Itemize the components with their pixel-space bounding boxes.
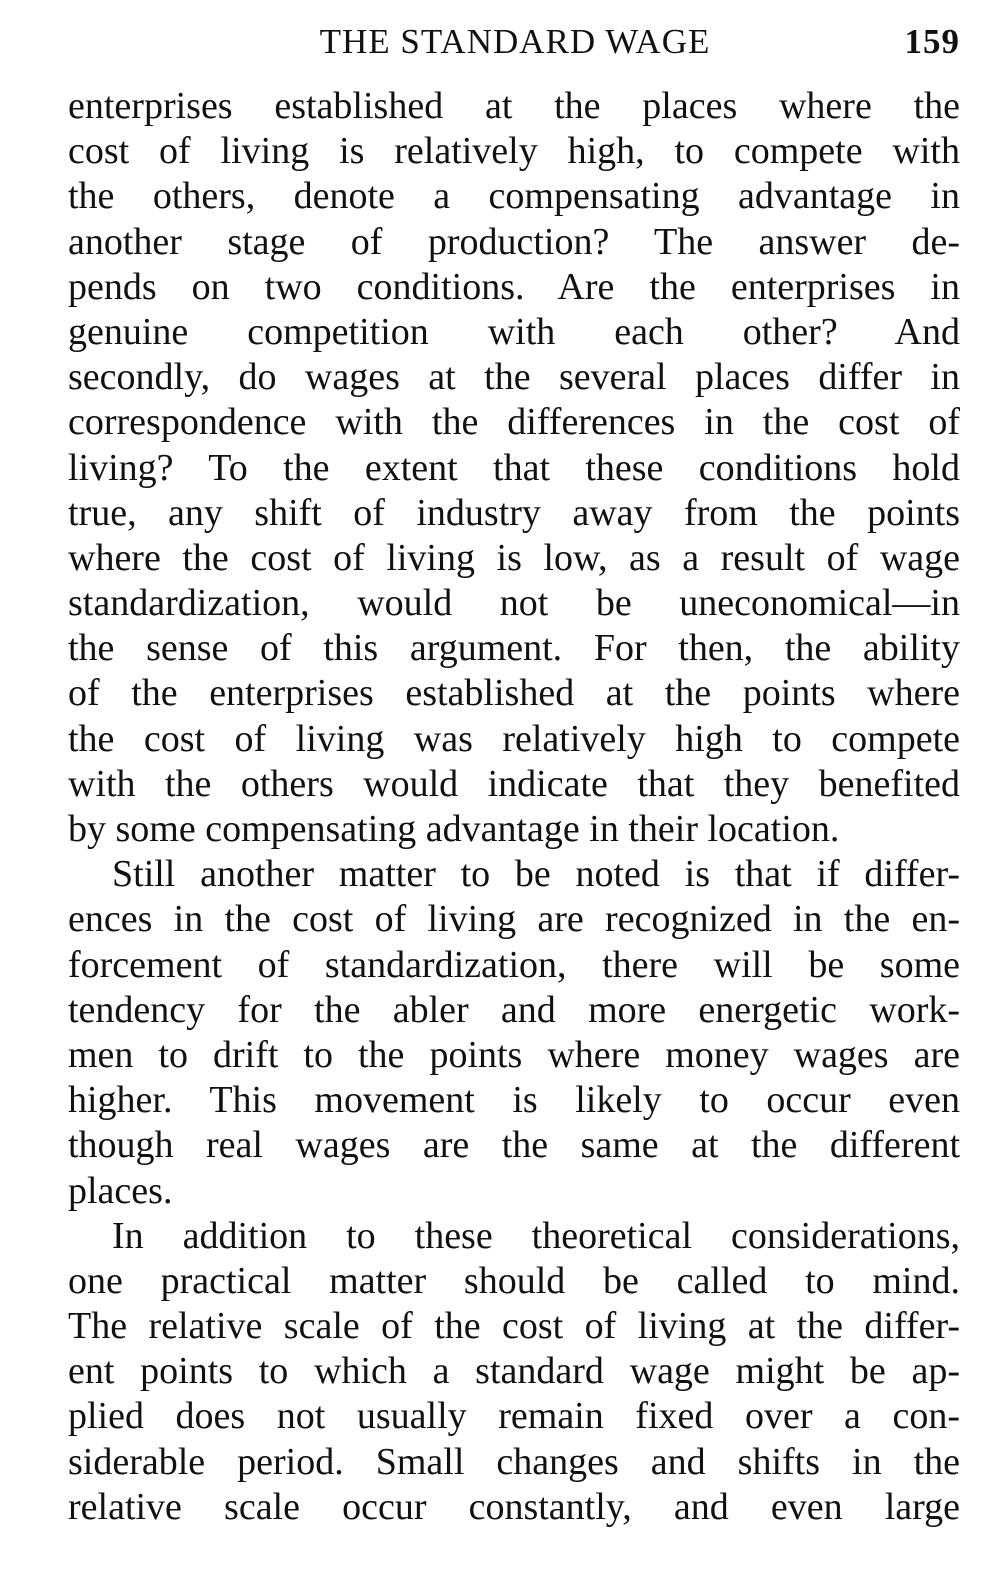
running-title: THE STANDARD WAGE — [319, 22, 711, 61]
running-head — [70, 22, 960, 72]
text-line: correspondence with the differences in the cost of — [68, 401, 960, 444]
text-line: where the cost of living is low, as a result of wage — [68, 536, 960, 579]
text-line: higher. This movement is likely to occur even — [68, 1079, 960, 1122]
text-line: cost of living is relatively high, to compete with — [68, 130, 960, 173]
text-line: with the others would indicate that they benefited — [68, 762, 960, 805]
text-line: true, any shift of industry away from the points — [68, 491, 960, 534]
text-line: enterprises established at the places where the — [68, 85, 960, 127]
text-line: relative scale occur constantly, and even large — [68, 1485, 960, 1528]
text-line: pends on two conditions. Are the enterprises in — [68, 265, 960, 308]
text-line: secondly, do wages at the several places differ in — [68, 356, 960, 399]
text-line: In addition to these theoretical considerations, — [112, 1214, 960, 1257]
text-line: plied does not usually remain fixed over a con- — [68, 1395, 960, 1438]
text-line: one practical matter should be called to mind. — [68, 1259, 960, 1302]
text-line: siderable period. Small changes and shifts in the — [68, 1440, 960, 1483]
text-line: men to drift to the points where money wages are — [68, 1033, 960, 1076]
text-line: another stage of production? The answer de- — [68, 220, 960, 263]
text-line: Still another matter to be noted is that if differ- — [112, 853, 960, 896]
text-line: The relative scale of the cost of living at the differ- — [68, 1305, 960, 1348]
text-line: by some compensating advantage in their location. — [68, 808, 840, 850]
page-number: 159 — [904, 22, 960, 61]
text-line: the cost of living was relatively high to compete — [68, 717, 960, 760]
text-line: the others, denote a compensating advantage in — [68, 175, 960, 218]
text-line: the sense of this argument. For then, the ability — [68, 627, 960, 670]
text-line: forcement of standardization, there will be some — [68, 943, 960, 986]
text-line: places. — [68, 1169, 173, 1212]
body-text — [68, 84, 960, 1530]
text-line: of the enterprises established at the points where — [68, 672, 960, 715]
text-line: ences in the cost of living are recognized in the en- — [68, 898, 960, 941]
text-line: tendency for the abler and more energetic work- — [68, 988, 960, 1031]
text-line: living? To the extent that these conditions hold — [68, 446, 960, 489]
text-line: genuine competition with each other? And — [68, 310, 960, 353]
text-line: ent points to which a standard wage might be ap- — [68, 1350, 960, 1393]
text-line: standardization, would not be uneconomical—in — [68, 582, 960, 625]
text-line: though real wages are the same at the different — [68, 1124, 960, 1167]
